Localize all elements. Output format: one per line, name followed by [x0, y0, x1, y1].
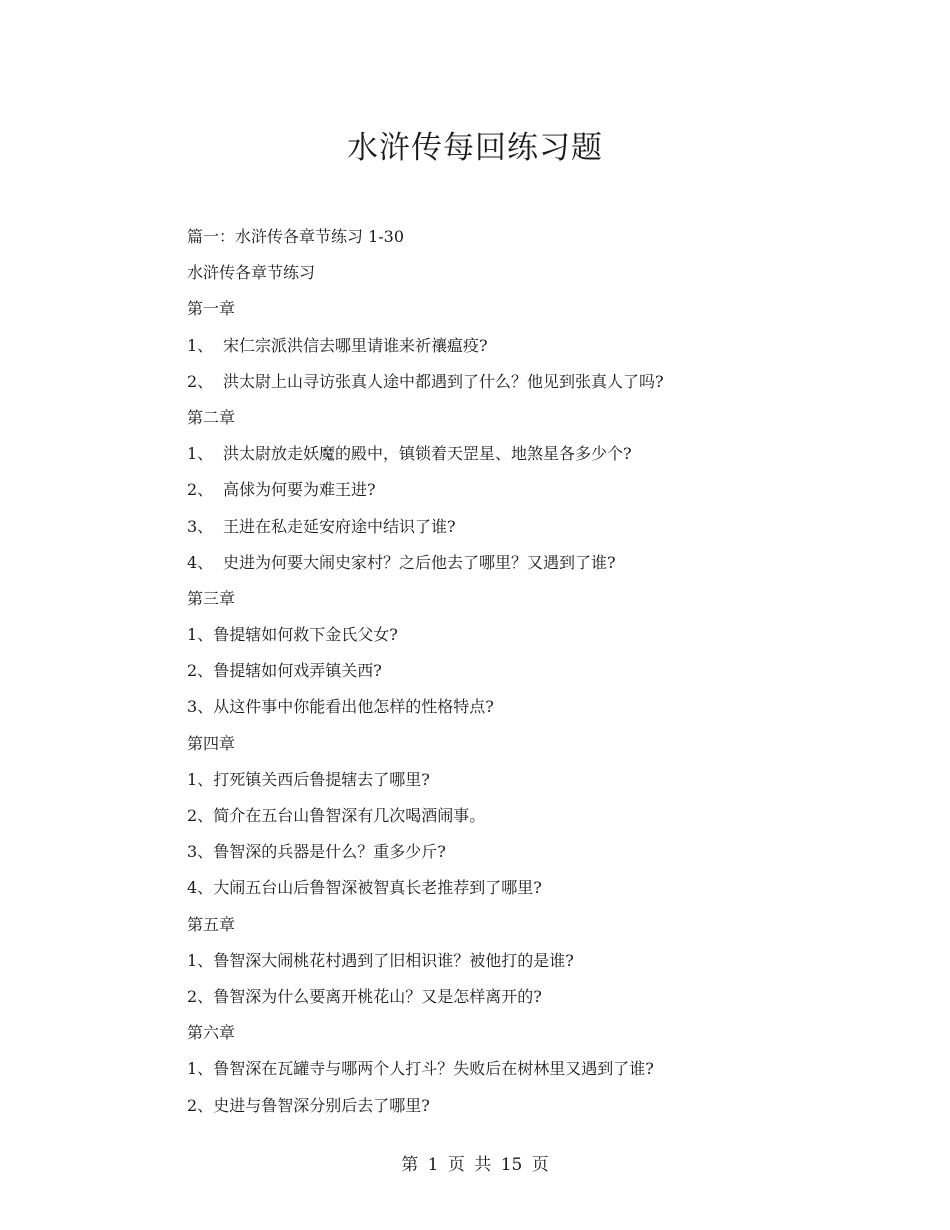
question-text: 鲁智深大闹桃花村遇到了旧相识谁？被他打的是谁?	[213, 950, 574, 970]
question-item	[187, 443, 827, 479]
question-text: 洪太尉上山寻访张真人途中都遇到了什么？他见到张真人了吗?	[223, 371, 664, 391]
question-item	[187, 877, 827, 913]
question-item	[187, 335, 827, 371]
question-number: 1、	[187, 1059, 214, 1079]
question-text: 鲁提辖如何戏弄镇关西?	[213, 661, 382, 681]
question-item	[187, 1095, 827, 1131]
heading-text: 第四章	[187, 733, 236, 753]
question-item	[187, 986, 827, 1022]
question-number: 1、	[187, 769, 214, 789]
question-number: 1、	[187, 625, 214, 645]
heading-text: 第一章	[187, 299, 236, 319]
section-heading	[187, 588, 827, 624]
question-number: 3、	[187, 516, 214, 536]
section-heading	[187, 733, 827, 769]
question-text: 大闹五台山后鲁智深被智真长老推荐到了哪里?	[213, 878, 542, 898]
question-number: 2、	[187, 371, 214, 391]
section-heading	[187, 1022, 827, 1058]
section-heading	[187, 914, 827, 950]
question-number: 3、	[187, 697, 214, 717]
heading-text: 水浒传各章节练习	[187, 263, 316, 283]
heading-text: 篇一：水浒传各章节练习 1-30	[187, 227, 405, 246]
heading-text: 第三章	[187, 588, 236, 608]
heading-text: 第六章	[187, 1023, 236, 1043]
question-item	[187, 841, 827, 877]
question-item	[187, 660, 827, 696]
question-number: 1、	[187, 950, 214, 970]
question-number: 1、	[187, 444, 214, 464]
question-text: 史进为何要大闹史家村？之后他去了哪里？又遇到了谁?	[223, 552, 616, 572]
question-text: 史进与鲁智深分别后去了哪里?	[213, 1095, 430, 1115]
question-item	[187, 479, 827, 515]
heading-text: 第二章	[187, 407, 236, 427]
question-number: 2、	[187, 480, 214, 500]
question-item	[187, 624, 827, 660]
heading-text: 第五章	[187, 914, 236, 934]
question-item	[187, 516, 827, 552]
question-list	[187, 226, 827, 1131]
section-heading	[187, 407, 827, 443]
question-item	[187, 1058, 827, 1094]
question-number: 1、	[187, 335, 214, 355]
page-footer: 第 1 页 共 15 页	[401, 1155, 549, 1175]
question-number: 2、	[187, 806, 214, 825]
question-number: 2、	[187, 986, 214, 1006]
question-text: 打死镇关西后鲁提辖去了哪里?	[213, 769, 430, 789]
question-text: 简介在五台山鲁智深有几次喝酒闹事。	[213, 806, 486, 825]
question-number: 4、	[187, 878, 214, 898]
section-heading	[187, 262, 827, 298]
question-number: 2、	[187, 1095, 214, 1115]
question-text: 鲁智深在瓦罐寺与哪两个人打斗？失败后在树林里又遇到了谁?	[213, 1059, 654, 1079]
question-text: 从这件事中你能看出他怎样的性格特点?	[213, 697, 494, 717]
question-number: 3、	[187, 842, 214, 862]
question-text: 鲁智深为什么要离开桃花山？又是怎样离开的?	[213, 986, 542, 1006]
question-text: 高俅为何要为难王进?	[223, 480, 376, 500]
question-item	[187, 696, 827, 732]
question-number: 4、	[187, 552, 214, 572]
question-text: 王进在私走延安府途中结识了谁?	[223, 516, 456, 536]
document-title: 水浒传每回练习题	[347, 130, 603, 166]
question-item	[187, 805, 827, 841]
section-heading	[187, 298, 827, 334]
question-text: 鲁智深的兵器是什么？重多少斤?	[213, 842, 446, 862]
question-item	[187, 769, 827, 805]
question-text: 鲁提辖如何救下金氏父女?	[213, 625, 398, 645]
question-item	[187, 371, 827, 407]
question-text: 宋仁宗派洪信去哪里请谁来祈禳瘟疫?	[223, 335, 488, 355]
question-text: 洪太尉放走妖魔的殿中，镇锁着天罡星、地煞星各多少个?	[223, 444, 632, 464]
section-heading	[187, 226, 827, 262]
question-item	[187, 950, 827, 986]
question-item	[187, 552, 827, 588]
question-number: 2、	[187, 661, 214, 681]
